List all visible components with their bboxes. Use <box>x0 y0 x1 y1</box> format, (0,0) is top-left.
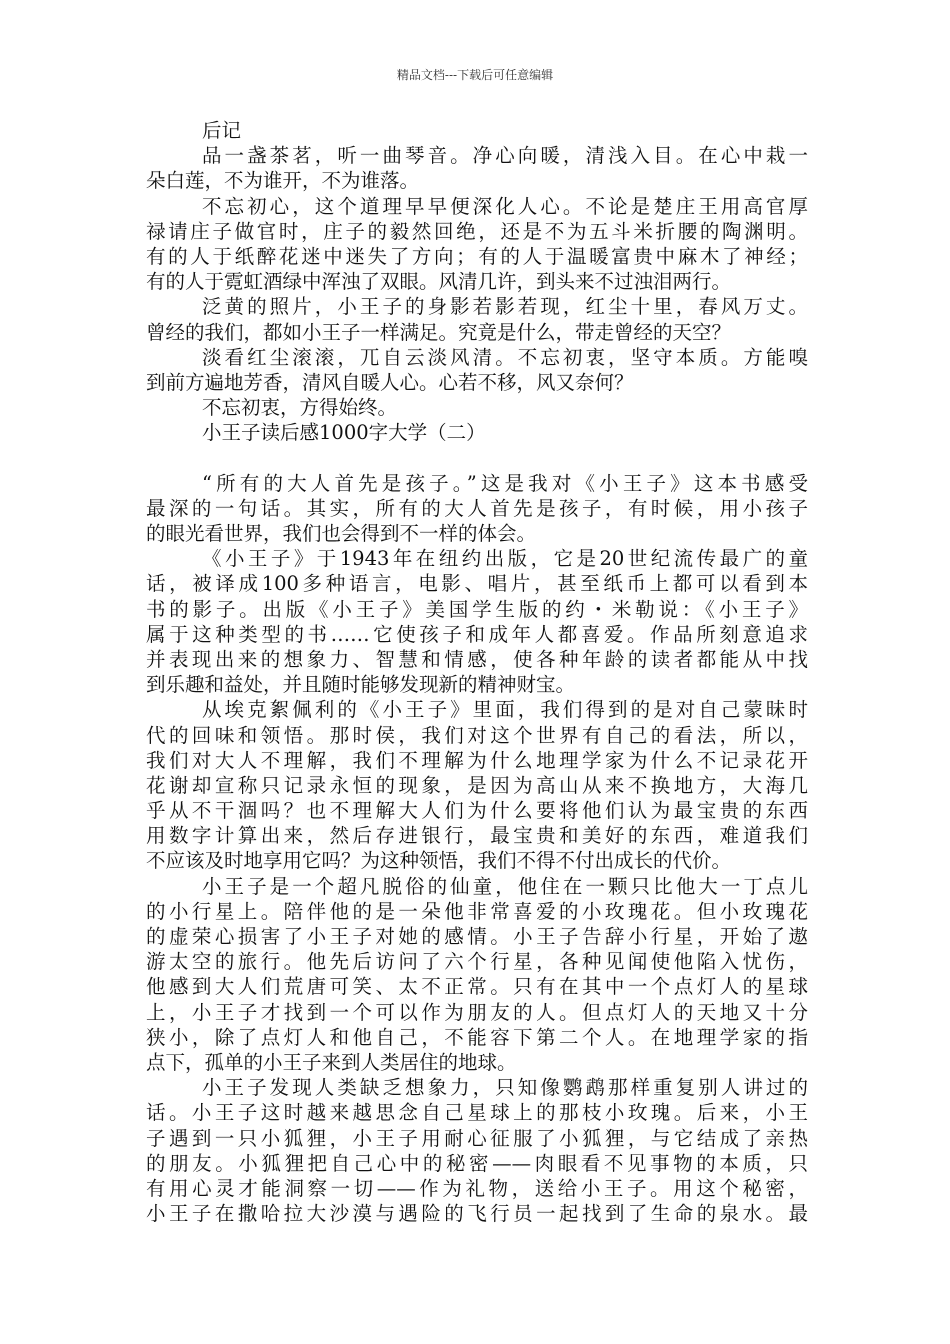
text-line: 有的人于纸醉花迷中迷失了方向；有的人于温暖富贵中麻木了神经； <box>146 244 808 268</box>
text-line: 淡看红尘滚滚，兀自云淡风清。不忘初衷，坚守本质。方能嗅 <box>202 345 808 369</box>
text-line: 曾经的我们，都如小王子一样满足。究竟是什么，带走曾经的天空？ <box>146 320 732 344</box>
text-line: 乎从不干涸吗？也不理解大人们为什么要将他们认为最宝贵的东西 <box>146 799 808 823</box>
text-line: 的虚荣心损害了小王子对她的感情。小王子告辞小行星，开始了遨 <box>146 925 808 948</box>
text-line: 话，被译成100多种语言，电影、唱片，甚至纸币上都可以看到本 <box>146 572 808 596</box>
text-line: 我们对大人不理解，我们不理解为什么地理学家为什么不记录花开 <box>146 748 808 772</box>
text-line: 不忘初心，这个道理早早便深化人心。不论是楚庄王用高官厚 <box>202 194 808 218</box>
text-line: 并表现出来的想象力、智慧和情感，使各种年龄的读者都能从中找 <box>146 647 808 671</box>
text-line: 有的人于霓虹酒绿中浑浊了双眼。风清几许，到头来不过浊泪两行。 <box>146 270 732 294</box>
text-line: 泛黄的照片，小王子的身影若影若现，红尘十里，春风万丈。 <box>202 295 808 319</box>
text-line: 小王子是一个超凡脱俗的仙童，他住在一颗只比他大一丁点儿 <box>202 874 808 898</box>
text-line: 有用心灵才能洞察一切——作为礼物，送给小王子。用这个秘密， <box>146 1176 808 1200</box>
text-line: 朵白莲，不为谁开，不为谁落。 <box>146 169 420 193</box>
text-line: 用数字计算出来，然后存进银行，最宝贵和美好的东西，难道我们 <box>146 824 808 848</box>
text-line: 不应该及时地享用它吗？为这种领悟，我们不得不付出成长的代价。 <box>146 849 732 873</box>
text-line: 《小王子》于1943年在纽约出版，它是20世纪流传最广的童 <box>202 547 808 571</box>
text-line: 到乐趣和益处，并且随时能够发现新的精神财宝。 <box>146 673 576 697</box>
page-header: 精品文档---下载后可任意编辑 <box>396 68 554 82</box>
text-line: 代的回味和领悟。那时侯，我们对这个世界有自己的看法，所以， <box>146 723 808 747</box>
text-line: 点下，孤单的小王子来到人类居住的地球。 <box>146 1050 517 1074</box>
text-line: 小王子发现人类缺乏想象力，只知像鹦鹉那样重复别人讲过的 <box>202 1076 808 1100</box>
text-line: 他感到大人们荒唐可笑、太不正常。只有在其中一个点灯人的星球 <box>146 975 808 999</box>
text-line: “所有的大人首先是孩子。”这是我对《小王子》这本书感受 <box>202 471 808 495</box>
text-line: 最深的一句话。其实，所有的大人首先是孩子，有时候，用小孩子 <box>146 496 808 520</box>
text-line: 后记 <box>202 119 242 142</box>
text-line: 花谢却宣称只记录永恒的现象，是因为高山从来不换地方，大海几 <box>146 773 808 797</box>
text-line: 的朋友。小狐狸把自己心中的秘密——肉眼看不见事物的本质，只 <box>146 1151 808 1175</box>
text-line: 书的影子。出版《小王子》美国学生版的约・米勒说：《小王子》 <box>146 597 808 621</box>
text-line: 到前方遍地芳香，清风自暖人心。心若不移，风又奈何？ <box>146 370 634 394</box>
text-line: 的小行星上。陪伴他的是一朵他非常喜爱的小玫瑰花。但小玫瑰花 <box>146 899 808 923</box>
text-line: 话。小王子这时越来越思念自己星球上的那枝小玫瑰。后来，小王 <box>146 1101 808 1125</box>
text-line: 子遇到一只小狐狸，小王子用耐心征服了小狐狸，与它结成了亲热 <box>146 1126 808 1150</box>
text-line: 从埃克絮佩利的《小王子》里面，我们得到的是对自己蒙昧时 <box>202 698 808 722</box>
text-line: 属于这种类型的书……它使孩子和成年人都喜爱。作品所刻意追求 <box>146 622 808 646</box>
text-line: 小王子读后感1000字大学（二） <box>202 421 486 445</box>
text-line: 上，小王子才找到一个可以作为朋友的人。但点灯人的天地又十分 <box>146 1000 808 1024</box>
text-line: 游太空的旅行。他先后访问了六个行星，各种见闻使他陷入忧伤， <box>146 950 808 974</box>
text-line: 禄请庄子做官时，庄子的毅然回绝，还是不为五斗米折腰的陶渊明。 <box>146 219 808 243</box>
document-body <box>146 118 808 1226</box>
text-line: 狭小，除了点灯人和他自己，不能容下第二个人。在地理学家的指 <box>146 1025 808 1049</box>
text-line: 不忘初衷，方得始终。 <box>202 396 398 420</box>
text-line: 小王子在撒哈拉大沙漠与遇险的飞行员一起找到了生命的泉水。最 <box>146 1202 808 1226</box>
blank-line <box>146 445 808 470</box>
text-line: 品一盏茶茗，听一曲琴音。净心向暖，清浅入目。在心中栽一 <box>202 144 808 168</box>
text-line: 的眼光看世界，我们也会得到不一样的体会。 <box>146 522 537 545</box>
